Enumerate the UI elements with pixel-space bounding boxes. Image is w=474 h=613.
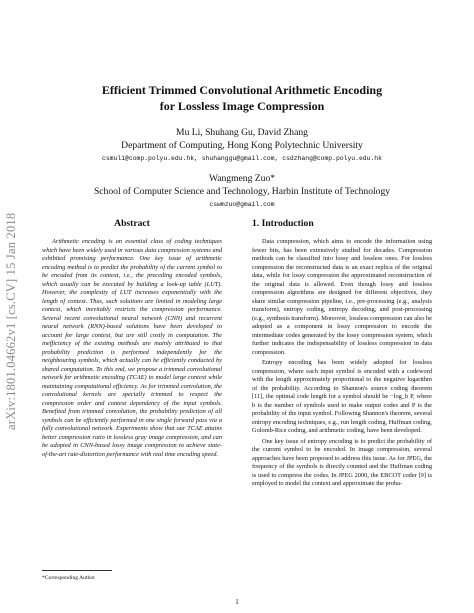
abstract-text: Arithmetic encoding is an essential class of coding techniques which have been widely used in various data compression systems and exhibited promising performance. One key issue of arithmetic encoding method is to predict the probability of the current symbol to be encoded from its context, i.e., the preceding encoded symbols, which usually can be executed by building a look-up table (LUT). However, the complexity of LUT increases exponentially with the length of context. Thus, such solutions are limited in modeling large context, which inevitably restricts the compression performance. Several recent convolutional neural network (CNN) and recurrent neural network (RNN)-based solutions have been developed to account for large context, but are still costly in computation. The inefficiency of the existing methods are mainly attributed to that probability prediction is performed independently for the neighbouring symbols, which actually can be efficiently conducted by shared computation. To this end, we propose a trimmed convolutional network for arithmetic encoding (TCAE) to model large context while maintaining computational efficiency. As for trimmed convolution, the convolutional kernels are specially trimmed to respect the compression order and context dependency of the input symbols. Benefited from trimmed convolution, the probability prediction of all symbols can be efficiently performed in one single forward pass via a fully convolutional network. Experiments show that our TCAE attains better compression ratio in lossless gray image compression, and can be adopted in CNN-based lossy image compression to achieve state-of-the-art rate-distortion performance with real time encoding speed. — [42, 238, 222, 458]
title-line-1: Efficient Trimmed Convolutional Arithmetic Encoding — [101, 83, 383, 97]
left-column — [42, 218, 222, 459]
author-names: Wangmeng Zuo* — [208, 173, 276, 184]
intro-paragraph-1: Data compression, which aims to encode the information using fewer bits, has been extensively studied for decades. Compression methods can be classified into lossy and lossless ones. For lossless compression the reconstructed data is an exact replica of the original data, while for lossy compression the approximated reconstruction of the original data is allowed. Even though lossy and lossless compression algorithms are designed for different objectives, they share similar compression pipeline, i.e., pre-processing (e.g., analysis transform), entropy coding, entropy decoding, and post-processing (e.g., synthesis transform). Moreover, lossless compression can also be adopted as a component in lossy compression to encode the intermediate codes generated by the lossy compression system, which further indicates the indispensability of lossless compression in data compression. — [252, 238, 432, 356]
title-line-2: for Lossless Image Compression — [159, 99, 325, 113]
intro-paragraph-3: One key issue of entropy encoding is to predict the probability of the current symbol to be encoded. In image compression, several approaches have been proposed to address this issue. As for JPEG, the frequency of the symbols is directly counted and the Huffman coding is used to compress the codes. In JPEG 2000, the EBCOT coder [9] is employed to model the context and approximate the proba- — [252, 437, 432, 487]
author-emails: cswmzuo@gmail.com — [209, 201, 275, 208]
page-number: 1 — [235, 598, 239, 606]
footnote: *Corresponding Author — [42, 575, 95, 581]
author-affiliation: Department of Computing, Hong Kong Polytechnic University — [121, 140, 363, 151]
author-affiliation: School of Computer Science and Technology, Harbin Institute of Technology — [93, 186, 391, 197]
right-column — [252, 218, 432, 491]
abstract-heading: Abstract — [114, 218, 150, 229]
author-emails: csmuli@comp.polyu.edu.hk, shuhanggu@gmail.com, csdzhang@comp.polyu.edu.hk — [102, 155, 382, 162]
footnote-divider — [42, 570, 112, 571]
intro-paragraph-2: Entropy encoding has been widely adopted for lossless compression, where each input symbol is encoded with a codeword with the length approximately proportional to the negative logarithm of the probability. According to Shannon's source coding theorem [11], the optimal code length for a symbol should be −log_b P, where b is the number of symbols used to make output codes and P is the probability of the input symbol. Following Shannon's theorem, several entropy encoding techniques, e.g., run length coding, Huffman coding, Golomb-Rice coding, and arithmetic coding, have been developed. — [252, 359, 432, 434]
author-block-2 — [60, 172, 424, 210]
author-block-1 — [60, 126, 424, 164]
arxiv-identifier: arXiv:1801.04662v1 [cs.CV] 15 Jan 2018 — [4, 212, 18, 430]
paper-title — [60, 82, 424, 114]
author-names: Mu Li, Shuhang Gu, David Zhang — [176, 127, 308, 138]
introduction-heading: 1. Introduction — [252, 218, 314, 229]
